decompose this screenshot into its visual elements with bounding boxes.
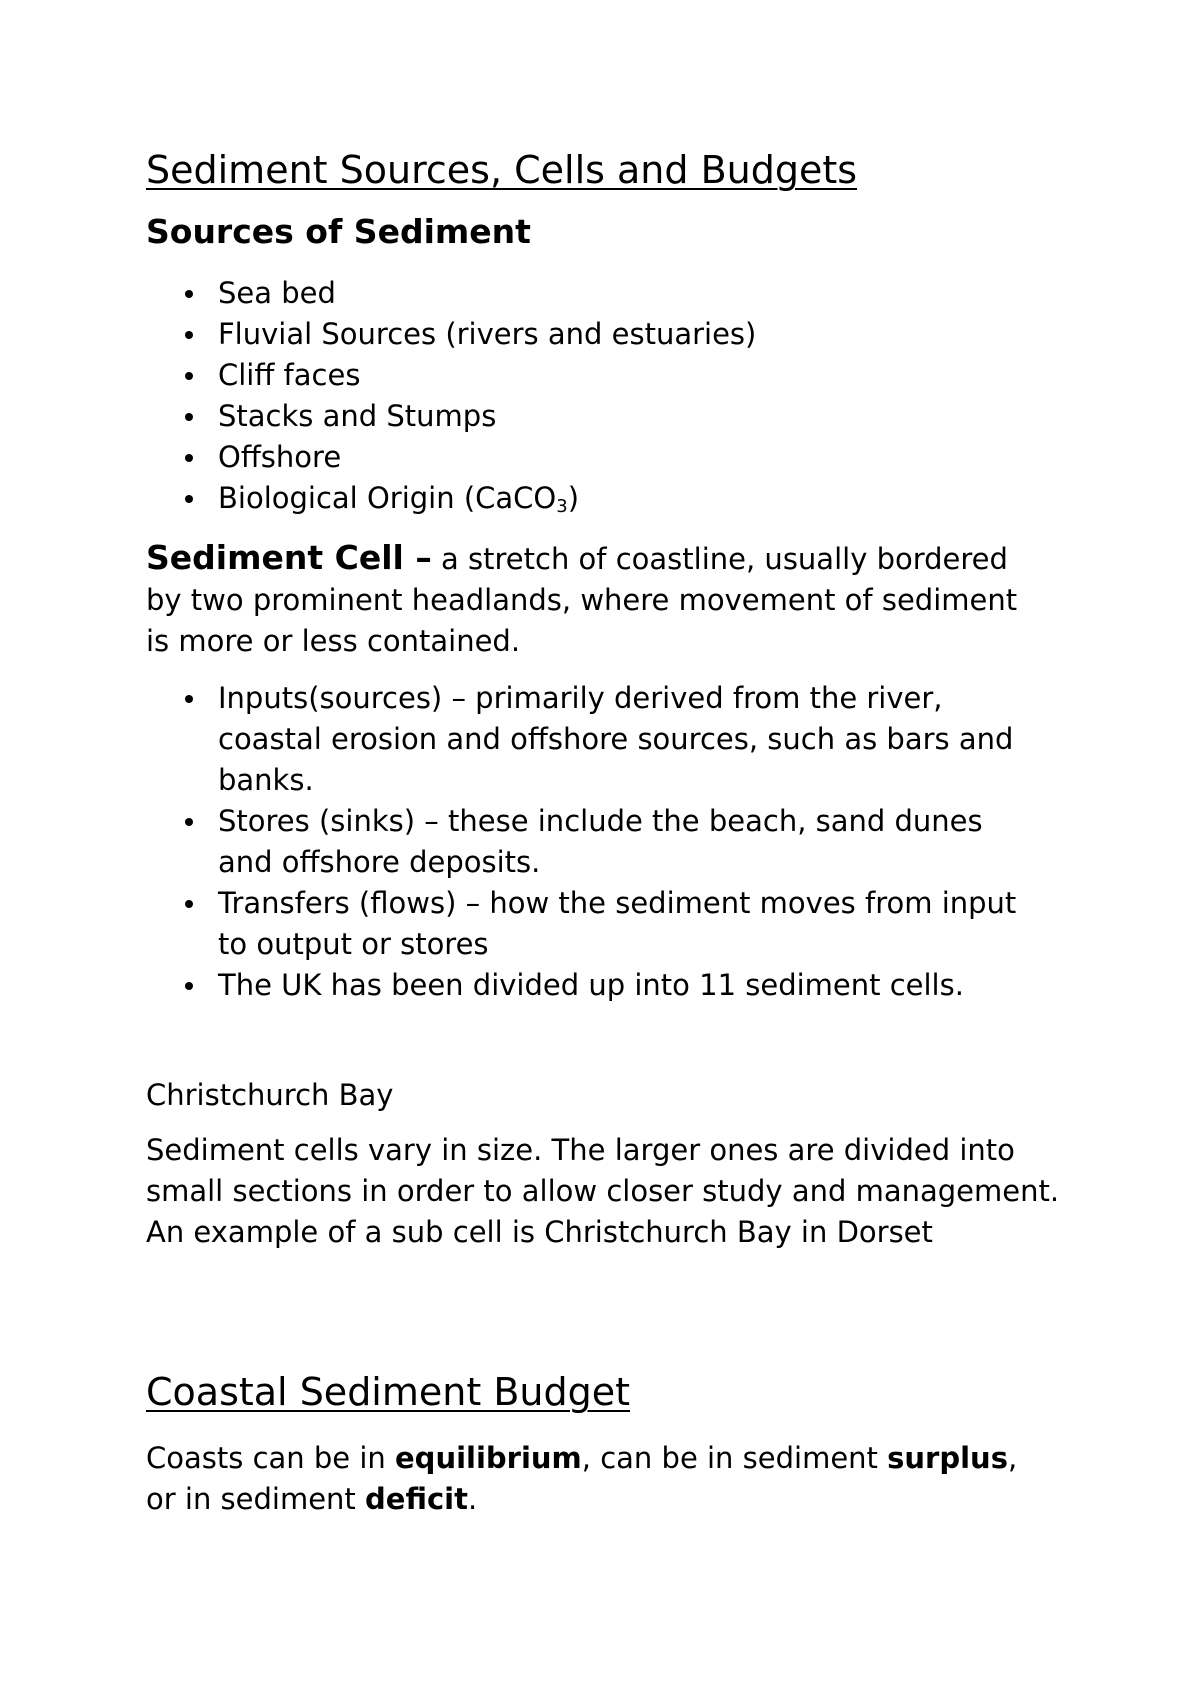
list-item: The UK has been divided up into 11 sediment cells. — [146, 965, 1046, 1006]
list-item: Cliff faces — [146, 355, 1046, 396]
budget-title: Coastal Sediment Budget — [146, 1370, 630, 1414]
sediment-cell-term: Sediment Cell – — [146, 538, 432, 577]
budget-bold-term: deficit — [365, 1482, 468, 1516]
list-item: Stores (sinks) – these include the beach, sand dunes and offshore deposits. — [146, 801, 1046, 883]
budget-text: , or in sediment — [146, 1441, 1018, 1516]
budget-paragraph — [146, 1438, 1046, 1520]
budget-text: , can be in sediment — [581, 1441, 888, 1475]
list-item: Fluvial Sources (rivers and estuaries) — [146, 314, 1046, 355]
sources-list — [146, 273, 1046, 519]
list-item: Stacks and Stumps — [146, 396, 1046, 437]
sediment-cell-text: a stretch of coastline, usually bordered by two prominent headlands, where movement of sediment is more or less contained. — [146, 542, 1018, 658]
list-item: Sea bed — [146, 273, 1046, 314]
christchurch-heading: Christchurch Bay — [146, 1078, 394, 1112]
christchurch-paragraph: Sediment cells vary in size. The larger ones are divided into small sections in order to allow closer study and management. An example of a sub cell is Christchurch Bay in Dorset — [146, 1133, 1060, 1249]
biological-origin-subscript: 3 — [556, 496, 568, 517]
list-item: Offshore — [146, 437, 1046, 478]
budget-text: Coasts can be in — [146, 1441, 396, 1475]
biological-origin-prefix: Biological Origin (CaCO — [218, 481, 557, 515]
budget-bold-term: surplus — [887, 1441, 1008, 1475]
budget-text: . — [467, 1482, 478, 1516]
sources-heading: Sources of Sediment — [146, 212, 531, 251]
list-item-biological-origin — [146, 478, 1046, 519]
list-item: Transfers (flows) – how the sediment moves from input to output or stores — [146, 883, 1046, 965]
cell-points-list — [146, 678, 1046, 1006]
list-item: Inputs(sources) – primarily derived from the river, coastal erosion and offshore sources, such as bars and banks. — [146, 678, 1046, 801]
document-title: Sediment Sources, Cells and Budgets — [146, 148, 858, 192]
biological-origin-suffix: ) — [567, 481, 580, 515]
sediment-cell-definition — [146, 537, 1046, 662]
budget-bold-term: equilibrium — [395, 1441, 582, 1475]
